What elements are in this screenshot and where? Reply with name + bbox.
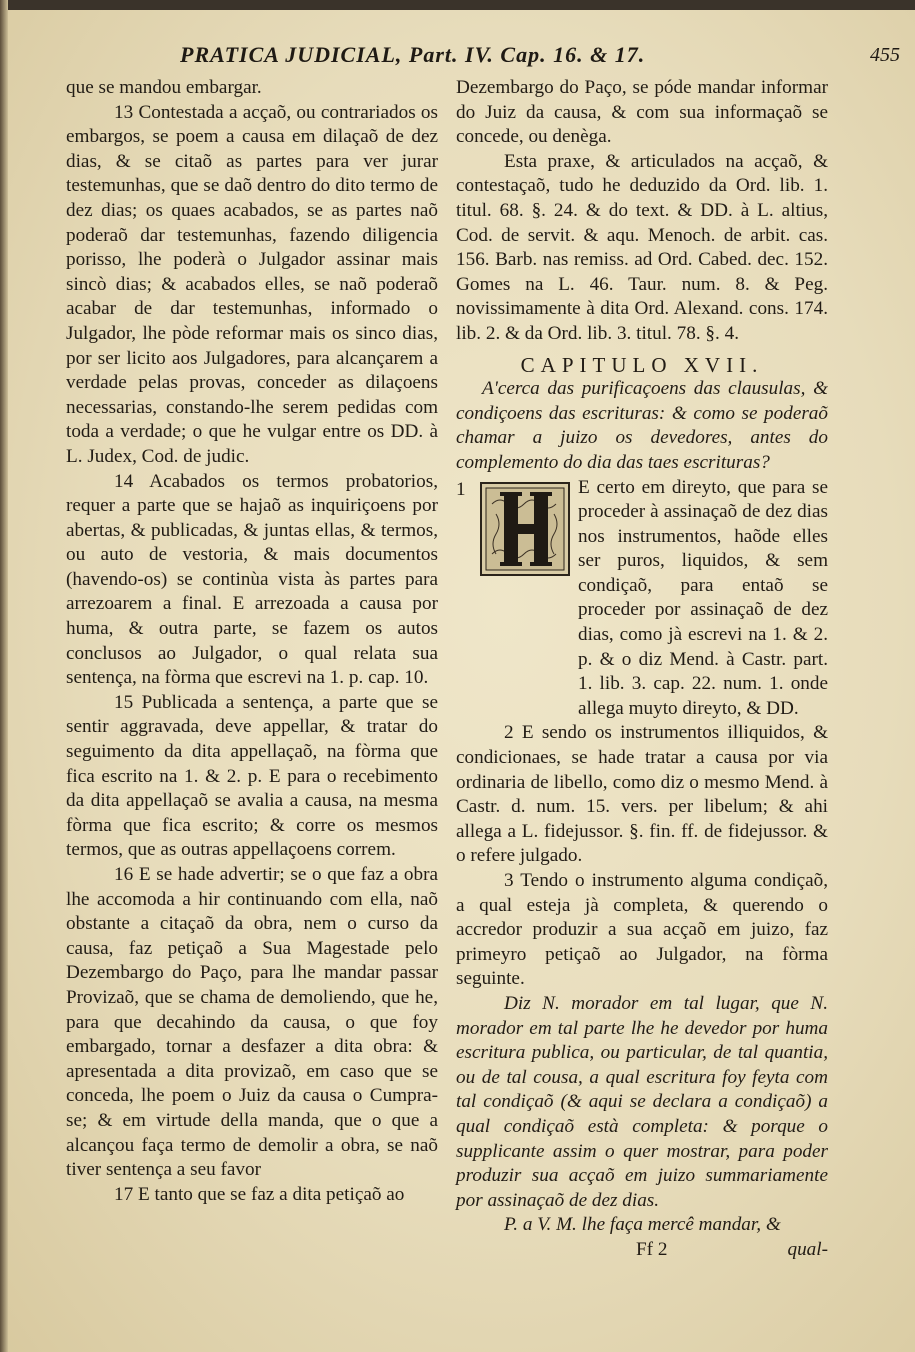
- paragraph-2: 2 E sendo os instrumentos illiquidos, & condicionaes, se hade tratar a causa por via ordinaria de libello, como diz o mesmo Mend. à Castr. d. num. 15. vers. per libelum; & ahi allega a L. fidejussor. §. fin. ff. de fidejussor. & o refere julgado.: [456, 722, 828, 867]
- first-paragraph: [456, 476, 828, 722]
- drop-cap-h-icon: [480, 482, 570, 576]
- paragraph: Esta praxe, & articulados na acçaõ, & contestaçaõ, tudo he deduzido da Ord. lib. 1. titul. 68. §. 24. & do text. & DD. à L. altius, Cod. de servit. & aqu. Menoch. de arbit. cas. 156. Barb. nas remiss. ad Ord. Cabed. dec. 152. Gomes na L. 46. Taur. num. 8. & Peg. novissimamente à dita Ord. Alexand. cons. 174. lib. 2. & da Ord. lib. 3. titul. 78. §. 4.: [456, 150, 828, 344]
- closing-line: P. a V. M. lhe faça mercê mandar, &: [504, 1214, 781, 1236]
- paragraph-13: 13 Contestada a acçaõ, ou contrariados os embargos, se poem a causa em dilaçaõ de dez dias, & se citaõ as partes para ver jurar testemunhas, que se daõ dentro do dito termo de dez dias; os quaes acabados, se as partes naõ poderaõ dar testemunhas, fazendo diligencia porisso, lhe poderà o Julgador assinar mais sincò dias; & acabados elles, se naõ poderaõ acabar de dar testemunhas, informado o Julgador, lhe pòde reformar mais os sinco dias, por ser licito aos Julgadores, para alcançarem a verdade pelas provas, conceder as dilaçoens necessarias, constando-lhe serem pedidas com toda a verdade; o que he vulgar entre os DD. à L. Judex, Cod. de judic.: [66, 101, 438, 467]
- paragraph-15: 15 Publicada a sentença, a parte que se sentir aggravada, deve appellar, & tratar do seguimento da dita appellaçaõ, na fòrma que fica escrito na 1. & 2. p. E para o recebimento da dita appellaçaõ se avalia a causa, na mesma fòrma que fica escrito; & corre os mesmos termos, que as outras appellaçoens correm.: [66, 691, 438, 861]
- scan-edge-top: [0, 0, 915, 10]
- chapter-title: CAPITULO XVII.: [520, 352, 764, 377]
- running-title: PRATICA JUDICIAL, Part. IV. Cap. 16. & 17.: [180, 42, 646, 67]
- paragraph-16: 16 E se hade advertir; se o que faz a obra lhe accomoda a hir continuando com ella, naõ obstante a citaçaõ da obra, nem o curso da causa, faz petiçaõ a Sua Magestade pelo Dezembargo do Paço, para lhe mandar passar Provizaõ, que se chama de demoliendo, que he, para que decahindo da causa, o que foy embargado, tornar a desfazer a dita obra: & apresentada a dita provizaõ, em caso que se conceda, lhe poem o Juiz da causa o Cumpra-se; & em virtude della manda, que o que a alcançou faça termo de demolir a obra, se naõ tiver sentença a seu favor: [66, 864, 438, 1181]
- paragraph: Dezembargo do Paço, se póde mandar informar do Juiz da causa, & com sua informaçaõ se concede, ou denèga.: [456, 77, 828, 148]
- catchword: qual-: [787, 1238, 828, 1260]
- paragraph-number: 1: [456, 478, 466, 500]
- paragraph-3: 3 Tendo o instrumento alguma condiçaõ, a qual esteja jà completa, & querendo o accredor produzir a sua acçaõ em juizo, faz primeyro petiçaõ ao Julgador, na fòrma seguinte.: [456, 870, 828, 990]
- paragraph-14: 14 Acabados os termos probatorios, requer a parte que se hajaõ as inquiriçoens por abertas, & publicadas, & juntas ellas, & termos, ou auto de vestoria, & mais documentos (havendo-os) se continùa vista às partes para arrezoarem a final. E arrezoada a causa por huma, & outra parte, se fazem os autos conclusos ao Julgador, o qual relata sua sentença, na fòrma que escrevi na 1. p. cap. 10.: [66, 470, 438, 689]
- signature-mark: Ff 2: [636, 1238, 668, 1260]
- left-column: [66, 76, 438, 1207]
- paragraph-17: 17 E tanto que se faz a dita petiçaõ ao: [114, 1183, 405, 1205]
- page-header: [60, 42, 900, 76]
- paragraph: que se mandou embargar.: [66, 77, 262, 98]
- chapter-subtitle: A'cerca das purificaçoens das clausulas, & condiçoens das escrituras: & como se poderaõ chamar a juizo os devedores, antes do complemento do dia das taes escrituras?: [456, 378, 828, 473]
- paragraph-1-text: E certo em direyto, que para se proceder à assinaçaõ de dez dias nos instrumentos, haõde elles ser puros, liquidos, & sem condiçaõ, para entaõ se proceder por assinaçaõ de dez dias, como jà escrevi na 1. & 2. p. & o diz Mend. à Castr. part. 1. lib. 3. cap. 22. num. 1. onde allega muyto direyto, & DD.: [578, 476, 828, 719]
- right-column: [456, 76, 828, 1263]
- scan-edge-left: [0, 0, 8, 1352]
- petition-text: Diz N. morador em tal lugar, que N. morador em tal parte lhe he devedor por huma escritura publica, ou particular, de tal quantia, ou de tal cousa, a qual escritura foy feyta com tal condiçaõ (& aqui se declara a condiçaõ) a qual condiçaõ està completa: & porque o supplicante assim o quer mostrar, para poder produzir sua acçaõ em juizo summariamente por assinaçaõ de dez dias.: [456, 992, 828, 1211]
- page-footer: [456, 1238, 828, 1263]
- page-number: 455: [870, 44, 900, 66]
